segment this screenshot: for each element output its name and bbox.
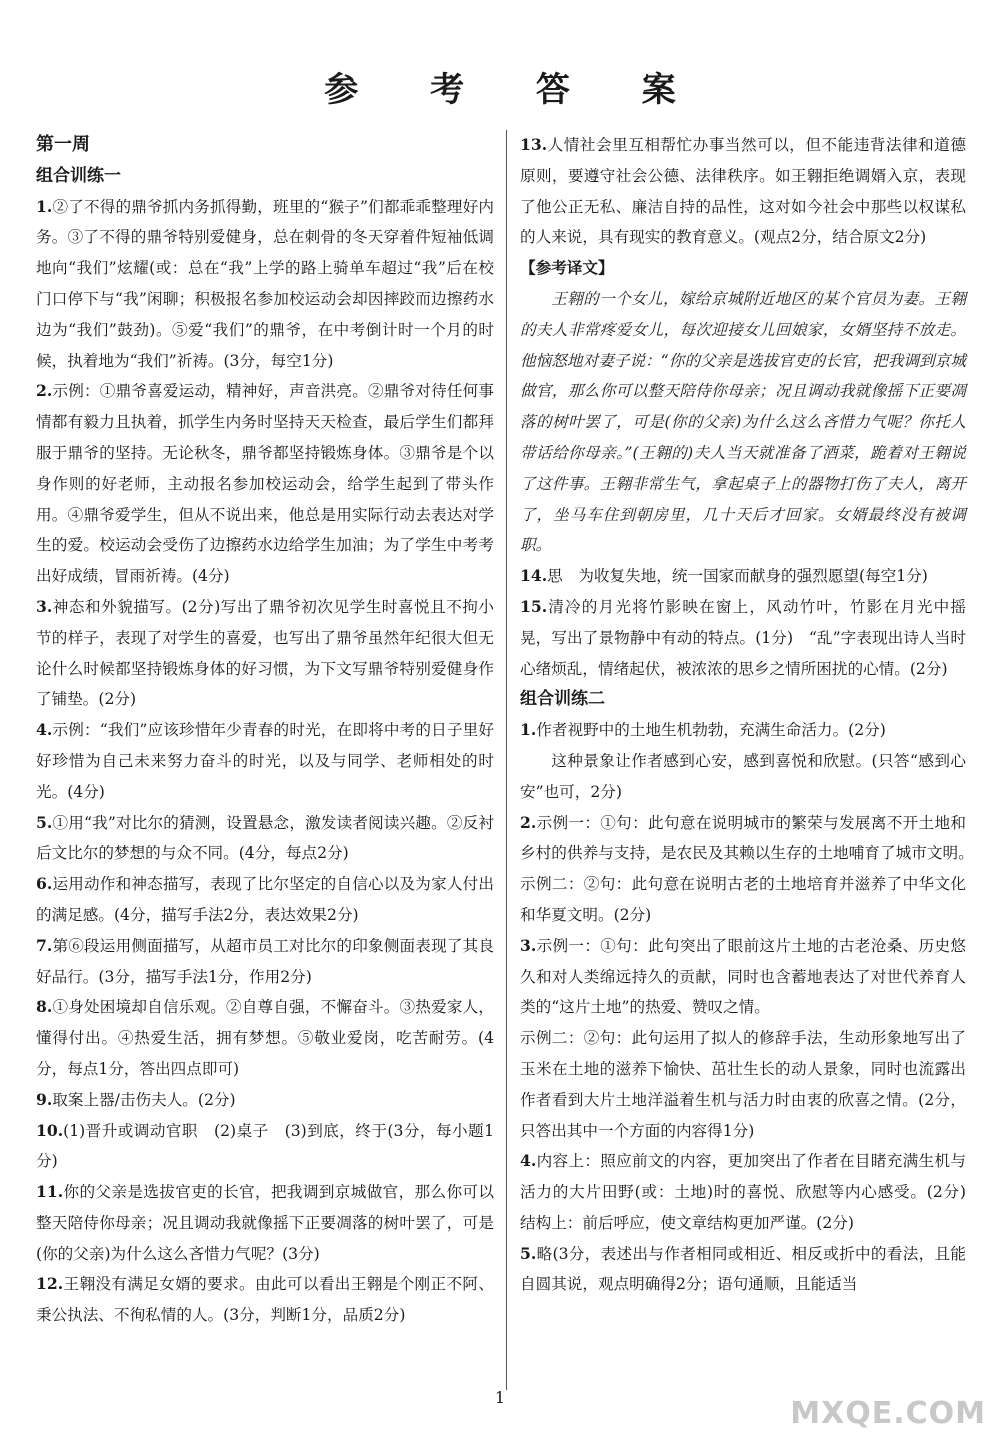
- answer-text: 作者视野中的土地生机勃勃，充满生命活力。(2分): [536, 721, 886, 740]
- answer-text: 清冷的月光将竹影映在窗上，风动竹叶，竹影在月光中摇晃，写出了景物静中有动的特点。(1分) “乱”字表现出诗人当时心绪烦乱，情绪起伏，被浓浓的思乡之情所困扰的心情。(2分): [520, 597, 966, 678]
- answer-text: 王翱没有满足女婿的要求。由此可以看出王翱是个刚正不阿、秉公执法、不徇私情的人。(3分，判断1分，品质2分): [36, 1275, 494, 1325]
- translation-text: 王翱的一个女儿，嫁给京城附近地区的某个官员为妻。王翱的夫人非常疼爱女儿，每次迎接女儿回娘家，女婿坚持不放走。他恼怒地对妻子说：“你的父亲是选拔官吏的长官，把我调到京城做官，那么你可以整天陪侍你母亲；况且调动我就像摇下正要凋落的树叶罢了，可是(你的父亲)为什么这么吝惜力气呢？你托人带话给你母亲。”(王翱的)夫人当天就准备了酒菜，跪着对王翱说了这件事。王翱非常生气，拿起桌子上的器物打伤了夫人，离开了，坐马车住到朝房里，几十天后才回家。女婿最终没有被调职。: [520, 289, 966, 555]
- answer-text: 示例二：②句：此句运用了拟人的修辞手法，生动形象地写出了玉米在土地的滋养下愉快、茁壮生长的动人景象，同时也流露出作者看到大片土地洋溢着生机与活力时由衷的欣喜之情。(2分，只答出其中一个方面的内容得1分): [520, 1029, 966, 1140]
- answer-number: 13.: [520, 135, 548, 154]
- answer-item: [520, 1146, 982, 1238]
- answer-text: ①身处困境却自信乐观。②自尊自强，不懈奋斗。③热爱家人，懂得付出。④热爱生活，拥有梦想。⑤敬业爱岗，吃苦耐劳。(4分，每点1分，答出四点即可): [36, 998, 494, 1078]
- answer-text: 内容上：照应前文的内容，更加突出了作者在目睹充满生机与活力的大片田野(或：土地)时的喜悦、欣慰等内心感受。(2分) 结构上：前后呼应，使文章结构更加严谨。(2分): [520, 1152, 982, 1232]
- right-column: [520, 130, 982, 1300]
- answer-number: 10.: [36, 1120, 64, 1140]
- answer-text: 你的父亲是选拔官吏的长官，把我调到京城做官，那么你可以整天陪侍你母亲；况且调动我就像摇下正要凋落的树叶罢了，可是(你的父亲)为什么这么吝惜力气呢？(3分): [36, 1183, 494, 1263]
- answer-number: 2.: [36, 381, 53, 401]
- answer-number: 5.: [520, 1243, 537, 1263]
- section-heading-2: 组合训练二: [520, 689, 605, 710]
- answer-item: [520, 1023, 966, 1146]
- answer-text: 示例：“我们”应该珍惜年少青春的时光，在即将中考的日子里好好珍惜为自己未来努力奋斗的时光，以及与同学、老师相处的时光。(4分): [36, 721, 494, 801]
- answer-number: 9.: [36, 1089, 53, 1109]
- answer-item: [36, 808, 494, 870]
- watermark: MXQE.COM: [790, 1396, 986, 1431]
- answer-item: [36, 992, 494, 1084]
- answer-text: 取案上器/击伤夫人。(2分): [52, 1090, 236, 1109]
- answer-number: 4.: [36, 720, 53, 740]
- answer-item: [36, 376, 494, 592]
- answer-item: [36, 592, 494, 715]
- answer-item: [36, 715, 494, 807]
- answer-item: [36, 931, 494, 993]
- answer-number: 11.: [36, 1182, 64, 1202]
- answer-text: 示例：①鼎爷喜爱运动，精神好，声音洪亮。②鼎爷对待任何事情都有毅力且执着，抓学生内务时坚持天天检查，最后学生们都拜服于鼎爷的坚持。无论秋冬，鼎爷都坚持锻炼身体。③鼎爷是个以身作则的好老师，主动报名参加校运动会，给学生起到了带头作用。④鼎爷爱学生，但从不说出来，他总是用实际行动去表达对学生的爱。校运动会受伤了边擦药水边给学生加油；为了学生中考考出好成绩，冒雨祈祷。(4分): [36, 382, 494, 586]
- answer-number: 14.: [520, 566, 548, 586]
- answer-number: 1.: [520, 720, 537, 740]
- translation-heading: 【参考译文】: [520, 258, 614, 278]
- answer-text: 神态和外貌描写。(2分)写出了鼎爷初次见学生时喜悦且不拘小节的样子，表现了对学生的喜爱，也写出了鼎爷虽然年纪很大但无论什么时候都坚持锻炼身体的好习惯，为下文写鼎爷特别爱健身作了铺垫。(2分): [36, 597, 494, 709]
- answer-text: ②了不得的鼎爷抓内务抓得勤，班里的“猴子”们都乖乖整理好内务。③了不得的鼎爷特别爱健身，总在刺骨的冬天穿着件短袖低调地向“我们”炫耀(或：总在“我”上学的路上骑单车超过“我”后在校门口停下与“我”闲聊；积极报名参加校运动会却因摔跤而边擦药水边为“我们”鼓劲)。⑤爱“我们”的鼎爷，在中考倒计时一个月的时候，执着地为“我们”祈祷。(3分，每空1分): [36, 197, 494, 370]
- answer-item: [520, 715, 966, 746]
- answer-list-2: [520, 715, 982, 1300]
- answer-text: (1)晋升或调动官职 (2)桌子 (3)到底，终于(3分，每小题1分): [36, 1121, 494, 1171]
- answer-number: 4.: [520, 1151, 537, 1171]
- page-title: 参 考 答 案: [324, 70, 706, 110]
- answer-number: 8.: [36, 997, 53, 1017]
- answer-number: 5.: [36, 812, 53, 832]
- answer-item: [520, 808, 982, 931]
- answer-number: 3.: [36, 596, 53, 616]
- column-divider: [506, 130, 507, 1390]
- answer-text: 思 为收复失地，统一国家而献身的强烈愿望(每空1分): [547, 567, 928, 586]
- answer-item: [36, 1085, 494, 1116]
- week-heading: 第一周: [36, 134, 90, 155]
- answer-item: [520, 1239, 966, 1301]
- answer-item: [520, 130, 966, 253]
- answer-item: [520, 931, 966, 1023]
- answer-number: 12.: [36, 1274, 64, 1294]
- answer-text: 人情社会里互相帮忙办事当然可以，但不能违背法律和道德原则，要遵守社会公德、法律秩序。如王翱拒绝调婿入京，表现了他公正无私、廉洁自持的品性，这对如今社会中那些以权谋私的人来说，具有现实的教育意义。(观点2分，结合原文2分): [520, 136, 966, 247]
- answer-text: 示例一：①句：此句突出了眼前这片土地的古老沧桑、历史悠久和对人类绵远持久的贡献，同时也含蓄地表达了对世代养育人类的“这片土地”的热爱、赞叹之情。: [520, 936, 966, 1017]
- page-number: 1: [494, 1388, 506, 1407]
- answer-text: 示例一：①句：此句意在说明城市的繁荣与发展离不开土地和乡村的供养与支持，是农民及其赖以生存的土地哺育了城市文明。 示例二：②句：此句意在说明古老的土地培育并滋养了中华文化和华夏文明。(2分): [520, 813, 982, 924]
- answer-number: 15.: [520, 596, 548, 616]
- answer-number: 7.: [36, 935, 53, 955]
- answer-text: 运用动作和神态描写，表现了比尔坚定的自信心以及为家人付出的满足感。(4分，描写手法2分，表达效果2分): [36, 875, 494, 924]
- answer-item: [36, 1116, 494, 1178]
- answer-item: [520, 746, 966, 808]
- answer-number: 2.: [520, 812, 537, 832]
- answer-item: [520, 592, 966, 684]
- answer-item: [36, 1269, 494, 1331]
- answer-item: [36, 192, 494, 377]
- answer-text: 这种景象让作者感到心安，感到喜悦和欣慰。(只答“感到心安”也可，2分): [520, 751, 966, 801]
- section-heading-1: 组合训练一: [36, 165, 121, 186]
- answer-number: 1.: [36, 196, 53, 216]
- answer-text: ①用“我”对比尔的猜测，设置悬念，激发读者阅读兴趣。②反衬后文比尔的梦想的与众不同。(4分，每点2分): [36, 813, 494, 863]
- answer-list-1: [36, 192, 494, 1331]
- answer-number: 3.: [520, 935, 537, 955]
- answer-item: [36, 869, 494, 931]
- answer-item: [36, 1177, 494, 1269]
- answer-text: 略(3分，表述出与作者相同或相近、相反或折中的看法，且能自圆其说，观点明确得2分；语句通顺，且能适当: [520, 1244, 966, 1294]
- answer-text: 第⑥段运用侧面描写，从超市员工对比尔的印象侧面表现了其良好品行。(3分，描写手法1分，作用2分): [36, 936, 494, 986]
- answer-item: [520, 561, 966, 592]
- answer-number: 6.: [36, 874, 53, 894]
- left-column: [36, 130, 494, 1331]
